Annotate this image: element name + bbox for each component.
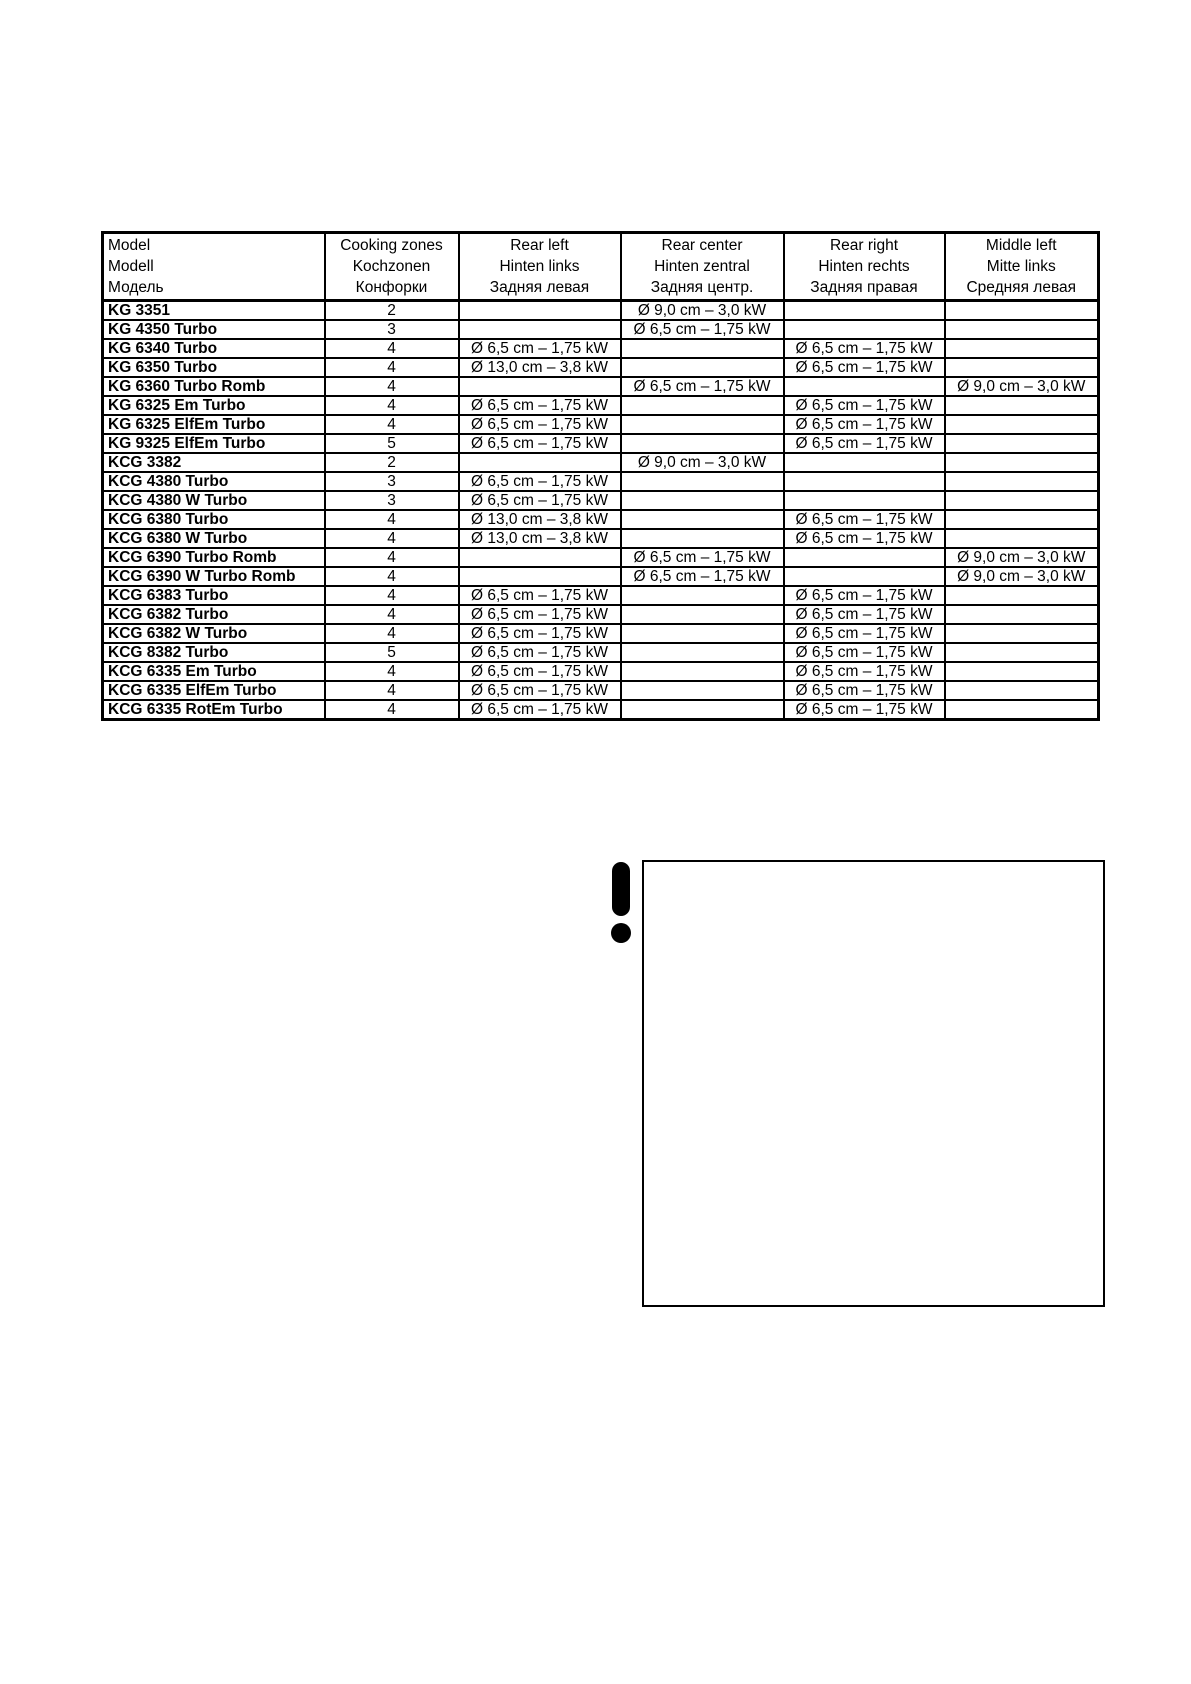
cooking-zones-table [101,231,1100,721]
cooking-zones-cell: 4 [325,662,459,681]
rear-right-cell: Ø 6,5 cm – 1,75 kW [784,624,945,643]
rear-left-cell: Ø 6,5 cm – 1,75 kW [459,700,621,720]
table-row [103,453,1099,472]
rear-right-cell [784,567,945,586]
rear-right-cell: Ø 6,5 cm – 1,75 kW [784,529,945,548]
model-cell: KCG 6380 W Turbo [103,529,325,548]
middle-left-cell [945,415,1099,434]
rear-left-cell [459,567,621,586]
rear-right-cell: Ø 6,5 cm – 1,75 kW [784,339,945,358]
rear-left-cell: Ø 6,5 cm – 1,75 kW [459,472,621,491]
rear-left-cell: Ø 6,5 cm – 1,75 kW [459,396,621,415]
table-row [103,643,1099,662]
table-row [103,529,1099,548]
cooking-zones-cell: 2 [325,453,459,472]
header-cooking-zones: Cooking zones Kochzonen Конфорки [325,233,459,301]
cooking-zones-cell: 2 [325,301,459,321]
rear-right-cell: Ø 6,5 cm – 1,75 kW [784,396,945,415]
model-cell: KG 9325 ElfEm Turbo [103,434,325,453]
model-cell: KG 6325 ElfEm Turbo [103,415,325,434]
cooking-zones-cell: 4 [325,567,459,586]
cooking-zones-cell: 3 [325,491,459,510]
rear-center-cell [621,491,784,510]
rear-right-cell [784,377,945,396]
rear-right-cell [784,548,945,567]
model-cell: KCG 4380 W Turbo [103,491,325,510]
rear-left-cell: Ø 13,0 cm – 3,8 kW [459,529,621,548]
header-rear-center: Rear center Hinten zentral Задняя центр. [621,233,784,301]
table-row [103,377,1099,396]
rear-left-cell: Ø 6,5 cm – 1,75 kW [459,586,621,605]
model-cell: KCG 3382 [103,453,325,472]
table-row [103,605,1099,624]
middle-left-cell: Ø 9,0 cm – 3,0 kW [945,567,1099,586]
middle-left-cell [945,529,1099,548]
rear-left-cell: Ø 6,5 cm – 1,75 kW [459,434,621,453]
rear-right-cell: Ø 6,5 cm – 1,75 kW [784,586,945,605]
middle-left-cell [945,586,1099,605]
rear-center-cell [621,681,784,700]
rear-center-cell [621,605,784,624]
cooking-zones-cell: 4 [325,358,459,377]
table-row [103,586,1099,605]
model-cell: KCG 6380 Turbo [103,510,325,529]
middle-left-cell [945,434,1099,453]
rear-right-cell: Ø 6,5 cm – 1,75 kW [784,434,945,453]
rear-center-cell [621,529,784,548]
rear-center-cell: Ø 6,5 cm – 1,75 kW [621,377,784,396]
rear-center-cell [621,415,784,434]
rear-left-cell [459,453,621,472]
model-cell: KG 6340 Turbo [103,339,325,358]
rear-center-cell: Ø 6,5 cm – 1,75 kW [621,567,784,586]
model-cell: KCG 6335 RotEm Turbo [103,700,325,720]
rear-center-cell: Ø 6,5 cm – 1,75 kW [621,320,784,339]
rear-right-cell: Ø 6,5 cm – 1,75 kW [784,415,945,434]
middle-left-cell: Ø 9,0 cm – 3,0 kW [945,377,1099,396]
rear-right-cell: Ø 6,5 cm – 1,75 kW [784,643,945,662]
rear-center-cell [621,643,784,662]
middle-left-cell [945,358,1099,377]
rear-center-cell [621,396,784,415]
cooking-zones-cell: 4 [325,624,459,643]
model-cell: KCG 6382 Turbo [103,605,325,624]
rear-left-cell: Ø 6,5 cm – 1,75 kW [459,662,621,681]
rear-left-cell: Ø 6,5 cm – 1,75 kW [459,415,621,434]
table-row [103,681,1099,700]
table-row [103,301,1099,321]
table-header [103,233,1099,301]
middle-left-cell [945,662,1099,681]
table-row [103,662,1099,681]
table-row [103,358,1099,377]
middle-left-cell [945,472,1099,491]
table-row [103,700,1099,720]
table-row [103,320,1099,339]
middle-left-cell [945,624,1099,643]
rear-left-cell [459,301,621,321]
rear-center-cell [621,586,784,605]
model-cell: KCG 6335 Em Turbo [103,662,325,681]
rear-center-cell [621,339,784,358]
rear-right-cell: Ø 6,5 cm – 1,75 kW [784,700,945,720]
model-cell: KG 6360 Turbo Romb [103,377,325,396]
model-cell: KG 6325 Em Turbo [103,396,325,415]
middle-left-cell [945,396,1099,415]
middle-left-cell [945,491,1099,510]
rear-left-cell: Ø 6,5 cm – 1,75 kW [459,491,621,510]
table-row [103,434,1099,453]
table-row [103,548,1099,567]
rear-left-cell: Ø 6,5 cm – 1,75 kW [459,605,621,624]
rear-right-cell [784,472,945,491]
rear-center-cell: Ø 9,0 cm – 3,0 kW [621,301,784,321]
table-row [103,567,1099,586]
model-cell: KCG 8382 Turbo [103,643,325,662]
cooking-zones-cell: 4 [325,548,459,567]
middle-left-cell [945,453,1099,472]
cooking-zones-cell: 4 [325,586,459,605]
model-cell: KCG 4380 Turbo [103,472,325,491]
middle-left-cell [945,339,1099,358]
rear-left-cell [459,548,621,567]
rear-left-cell: Ø 6,5 cm – 1,75 kW [459,643,621,662]
rear-center-cell [621,662,784,681]
rear-left-cell: Ø 6,5 cm – 1,75 kW [459,681,621,700]
rear-right-cell [784,453,945,472]
model-cell: KCG 6382 W Turbo [103,624,325,643]
model-cell: KG 4350 Turbo [103,320,325,339]
table-body [103,301,1099,720]
table-row [103,396,1099,415]
rear-left-cell [459,320,621,339]
rear-left-cell: Ø 13,0 cm – 3,8 kW [459,510,621,529]
middle-left-cell [945,643,1099,662]
rear-left-cell: Ø 6,5 cm – 1,75 kW [459,624,621,643]
header-model: Model Modell Модель [103,233,325,301]
header-rear-right: Rear right Hinten rechts Задняя правая [784,233,945,301]
table-row [103,472,1099,491]
rear-right-cell: Ø 6,5 cm – 1,75 kW [784,662,945,681]
cooking-zones-cell: 4 [325,396,459,415]
rear-right-cell: Ø 6,5 cm – 1,75 kW [784,605,945,624]
table-row [103,510,1099,529]
cooking-zones-cell: 3 [325,472,459,491]
cooking-zones-cell: 4 [325,415,459,434]
exclamation-icon [611,862,631,944]
rear-right-cell [784,491,945,510]
middle-left-cell [945,510,1099,529]
model-cell: KCG 6383 Turbo [103,586,325,605]
cooking-zones-cell: 4 [325,529,459,548]
table-row [103,339,1099,358]
middle-left-cell [945,605,1099,624]
middle-left-cell [945,301,1099,321]
rear-left-cell [459,377,621,396]
cooking-zones-cell: 4 [325,510,459,529]
rear-right-cell [784,301,945,321]
rear-right-cell [784,320,945,339]
rear-center-cell [621,472,784,491]
rear-center-cell [621,510,784,529]
cooking-zones-cell: 4 [325,339,459,358]
cooking-zones-cell: 4 [325,700,459,720]
rear-center-cell [621,358,784,377]
cooking-zones-cell: 5 [325,643,459,662]
middle-left-cell [945,681,1099,700]
model-cell: KCG 6390 Turbo Romb [103,548,325,567]
model-cell: KCG 6335 ElfEm Turbo [103,681,325,700]
cooking-zones-cell: 4 [325,377,459,396]
header-middle-left: Middle left Mitte links Средняя левая [945,233,1099,301]
middle-left-cell: Ø 9,0 cm – 3,0 kW [945,548,1099,567]
rear-center-cell: Ø 9,0 cm – 3,0 kW [621,453,784,472]
middle-left-cell [945,700,1099,720]
rear-left-cell: Ø 13,0 cm – 3,8 kW [459,358,621,377]
model-cell: KCG 6390 W Turbo Romb [103,567,325,586]
warning-box [642,860,1105,1307]
middle-left-cell [945,320,1099,339]
cooking-zones-cell: 4 [325,605,459,624]
model-cell: KG 6350 Turbo [103,358,325,377]
header-rear-left: Rear left Hinten links Задняя левая [459,233,621,301]
cooking-zones-cell: 3 [325,320,459,339]
table-row [103,624,1099,643]
table-row [103,415,1099,434]
rear-center-cell [621,434,784,453]
table-row [103,491,1099,510]
rear-center-cell [621,700,784,720]
rear-right-cell: Ø 6,5 cm – 1,75 kW [784,681,945,700]
rear-left-cell: Ø 6,5 cm – 1,75 kW [459,339,621,358]
rear-right-cell: Ø 6,5 cm – 1,75 kW [784,358,945,377]
model-cell: KG 3351 [103,301,325,321]
rear-center-cell [621,624,784,643]
cooking-zones-cell: 5 [325,434,459,453]
rear-right-cell: Ø 6,5 cm – 1,75 kW [784,510,945,529]
cooking-zones-cell: 4 [325,681,459,700]
header-row [103,233,1099,301]
rear-center-cell: Ø 6,5 cm – 1,75 kW [621,548,784,567]
